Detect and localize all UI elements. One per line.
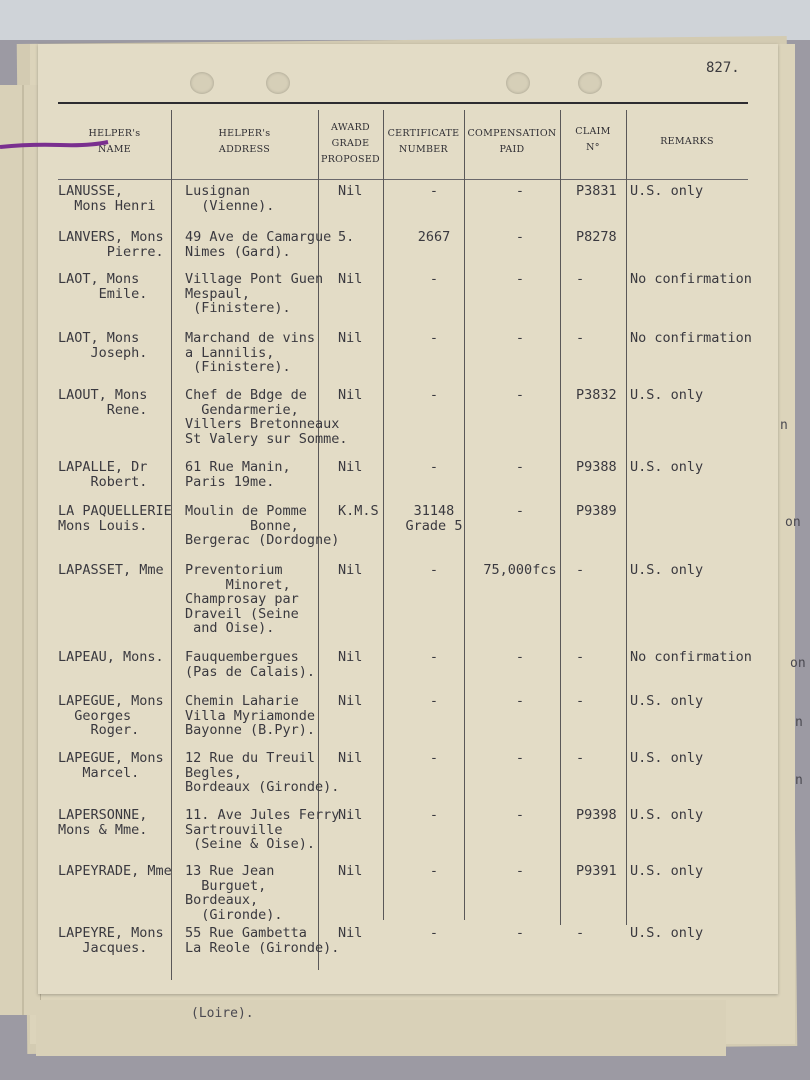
cell-claim: P9398 bbox=[576, 807, 617, 823]
cell-name: LAPEAU, Mons. bbox=[58, 649, 164, 665]
cell-remarks: U.S. only bbox=[630, 693, 704, 709]
cell-address: 49 Ave de Camargue Nimes (Gard). bbox=[185, 229, 332, 260]
header-remarks-line: REMARKS bbox=[660, 136, 714, 147]
cell-compensation: - bbox=[515, 229, 525, 245]
cell-claim: - bbox=[576, 271, 585, 287]
cell-certificate: - bbox=[429, 562, 439, 578]
cell-remarks: U.S. only bbox=[630, 863, 704, 879]
underlying-page-text: n bbox=[795, 715, 803, 730]
header-certificate-line: NUMBER bbox=[399, 144, 448, 155]
underlying-page-text: on bbox=[785, 515, 801, 530]
column-divider bbox=[383, 110, 384, 920]
cell-address: Chef de Bdge de Gendarmerie, Villers Bretonneaux St Valery sur Somme. bbox=[185, 387, 348, 447]
header-compensation-line: PAID bbox=[499, 144, 525, 155]
cell-address: Lusignan (Vienne). bbox=[185, 183, 275, 214]
cell-name: LAOT, Mons Emile. bbox=[58, 271, 148, 302]
header-award-line: AWARD bbox=[331, 122, 370, 133]
purple-tag-string bbox=[0, 138, 110, 152]
header-compensation-line: COMPENSATION bbox=[467, 128, 557, 139]
cell-name: LANUSSE, Mons Henri bbox=[58, 183, 156, 214]
cell-name: LAPEYRE, Mons Jacques. bbox=[58, 925, 164, 956]
cell-award: Nil bbox=[338, 750, 363, 766]
cell-remarks: U.S. only bbox=[630, 807, 704, 823]
cell-compensation: - bbox=[515, 183, 525, 199]
cell-award: Nil bbox=[338, 459, 363, 475]
cell-compensation: - bbox=[515, 750, 525, 766]
cell-award: 5. bbox=[338, 229, 355, 245]
header-award-line: GRADE bbox=[331, 138, 370, 149]
cell-name: LAPASSET, Mme bbox=[58, 562, 164, 578]
cell-name: LAOT, Mons Joseph. bbox=[58, 330, 148, 361]
header-address bbox=[171, 126, 318, 158]
cell-compensation: - bbox=[515, 649, 525, 665]
cell-address: 61 Rue Manin, Paris 19me. bbox=[185, 459, 291, 490]
cell-certificate: - bbox=[429, 387, 439, 403]
punch-hole bbox=[578, 72, 602, 94]
header-address-line: ADDRESS bbox=[218, 144, 271, 155]
cell-claim: - bbox=[576, 562, 585, 578]
cell-award: Nil bbox=[338, 271, 363, 287]
cell-address: Marchand de vins a Lannilis, (Finistere). bbox=[185, 330, 316, 375]
header-certificate bbox=[383, 126, 464, 158]
cell-compensation: - bbox=[515, 693, 525, 709]
cell-certificate: 2667 bbox=[417, 229, 451, 245]
header-address-line: HELPER's bbox=[218, 128, 271, 139]
punch-hole bbox=[266, 72, 290, 94]
header-claim-line: N° bbox=[586, 142, 600, 153]
cell-name: LAOUT, Mons Rene. bbox=[58, 387, 148, 418]
cell-remarks: U.S. only bbox=[630, 459, 704, 475]
header-name-line: HELPER's bbox=[88, 128, 141, 139]
cell-certificate: - bbox=[429, 649, 439, 665]
cell-compensation: 75,000fcs bbox=[483, 562, 557, 578]
cell-award: Nil bbox=[338, 183, 363, 199]
cell-award: Nil bbox=[338, 693, 363, 709]
cell-award: Nil bbox=[338, 330, 363, 346]
cell-award: Nil bbox=[338, 649, 363, 665]
backdrop bbox=[0, 0, 810, 40]
header-certificate-line: CERTIFICATE bbox=[387, 128, 460, 139]
cell-address: Fauquembergues (Pas de Calais). bbox=[185, 649, 316, 680]
cell-address: 11. Ave Jules Ferry Sartrouville (Seine & Oise). bbox=[185, 807, 340, 852]
cell-name: LAPALLE, Dr Robert. bbox=[58, 459, 148, 490]
cell-claim: P9388 bbox=[576, 459, 617, 475]
cell-claim: P3831 bbox=[576, 183, 617, 199]
bottom-fragment-text: (Loire). bbox=[191, 1006, 254, 1021]
cell-certificate: - bbox=[429, 459, 439, 475]
cell-remarks: No confirmation bbox=[630, 330, 752, 346]
cell-award: Nil bbox=[338, 925, 363, 941]
cell-award: K.M.S bbox=[338, 503, 379, 519]
cell-certificate: - bbox=[429, 750, 439, 766]
cell-certificate: 31148 Grade 5 bbox=[405, 503, 463, 534]
header-claim bbox=[560, 124, 626, 156]
cell-remarks: U.S. only bbox=[630, 750, 704, 766]
underlying-page-text: n bbox=[780, 418, 788, 433]
cell-certificate: - bbox=[429, 330, 439, 346]
cell-certificate: - bbox=[429, 271, 439, 287]
column-divider bbox=[464, 110, 465, 920]
cell-award: Nil bbox=[338, 562, 363, 578]
underlying-page-text: on bbox=[790, 656, 806, 671]
cell-address: Preventorium Minoret, Champrosay par Draveil (Seine and Oise). bbox=[185, 562, 299, 636]
cell-compensation: - bbox=[515, 387, 525, 403]
cell-name: LAPERSONNE, Mons & Mme. bbox=[58, 807, 148, 838]
underlying-page-text: n bbox=[795, 773, 803, 788]
cell-compensation: - bbox=[515, 863, 525, 879]
column-divider bbox=[626, 110, 627, 925]
punch-hole bbox=[506, 72, 530, 94]
cell-claim: P9391 bbox=[576, 863, 617, 879]
cell-compensation: - bbox=[515, 459, 525, 475]
column-divider bbox=[171, 110, 172, 980]
cell-name: LAPEGUE, Mons Marcel. bbox=[58, 750, 164, 781]
cell-compensation: - bbox=[515, 330, 525, 346]
cell-address: Chemin Laharie Villa Myriamonde Bayonne (B.Pyr). bbox=[185, 693, 316, 738]
cell-name: LAPEYRADE, Mme bbox=[58, 863, 172, 879]
cell-address: 55 Rue Gambetta La Reole (Gironde). bbox=[185, 925, 340, 956]
cell-claim: - bbox=[576, 330, 585, 346]
cell-award: Nil bbox=[338, 807, 363, 823]
cell-remarks: U.S. only bbox=[630, 183, 704, 199]
cell-certificate: - bbox=[429, 183, 439, 199]
cell-award: Nil bbox=[338, 863, 363, 879]
header-claim-line: CLAIM bbox=[575, 126, 611, 137]
cell-address: 13 Rue Jean Burguet, Bordeaux, (Gironde). bbox=[185, 863, 283, 923]
cell-claim: - bbox=[576, 925, 585, 941]
cell-remarks: No confirmation bbox=[630, 271, 752, 287]
cell-address: Village Pont Guen Mespaul, (Finistere). bbox=[185, 271, 324, 316]
cell-remarks: U.S. only bbox=[630, 562, 704, 578]
cell-claim: - bbox=[576, 693, 585, 709]
cell-address: Moulin de Pomme Bonne, Bergerac (Dordogne) bbox=[185, 503, 340, 548]
left-page-stack bbox=[0, 85, 41, 1015]
cell-name: LANVERS, Mons Pierre. bbox=[58, 229, 164, 260]
cell-award: Nil bbox=[338, 387, 363, 403]
punch-hole bbox=[190, 72, 214, 94]
cell-certificate: - bbox=[429, 925, 439, 941]
header-award-line: PROPOSED bbox=[321, 154, 380, 165]
cell-certificate: - bbox=[429, 807, 439, 823]
cell-claim: - bbox=[576, 750, 585, 766]
cell-compensation: - bbox=[515, 807, 525, 823]
header-remarks bbox=[626, 134, 748, 150]
cell-certificate: - bbox=[429, 863, 439, 879]
cell-claim: P8278 bbox=[576, 229, 617, 245]
cell-claim: - bbox=[576, 649, 585, 665]
document-page bbox=[38, 44, 778, 994]
header-award bbox=[318, 120, 383, 168]
cell-compensation: - bbox=[515, 925, 525, 941]
header-bottom-rule bbox=[58, 179, 748, 180]
cell-claim: P3832 bbox=[576, 387, 617, 403]
cell-remarks: U.S. only bbox=[630, 387, 704, 403]
cell-address: 12 Rue du Treuil Begles, Bordeaux (Gironde). bbox=[185, 750, 340, 795]
header-top-rule bbox=[58, 102, 748, 104]
header-name-line: NAME bbox=[97, 144, 132, 155]
cell-compensation: - bbox=[515, 503, 525, 519]
cell-name: LA PAQUELLERIE Mons Louis. bbox=[58, 503, 172, 534]
cell-certificate: - bbox=[429, 693, 439, 709]
cell-compensation: - bbox=[515, 271, 525, 287]
cell-name: LAPEGUE, Mons Georges Roger. bbox=[58, 693, 164, 738]
cell-remarks: U.S. only bbox=[630, 925, 704, 941]
underlying-page-bottom bbox=[36, 1000, 726, 1056]
page-number: 827. bbox=[706, 60, 740, 76]
header-compensation bbox=[464, 126, 560, 158]
cell-remarks: No confirmation bbox=[630, 649, 752, 665]
cell-claim: P9389 bbox=[576, 503, 617, 519]
